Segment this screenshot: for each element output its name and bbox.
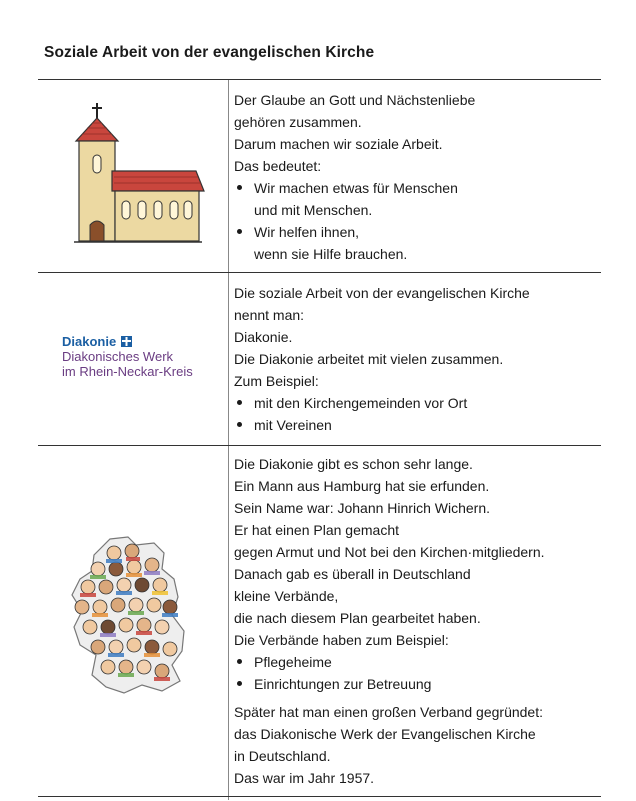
row-2-text (234, 282, 594, 436)
bullet-line: Einrichtungen zur Betreuung (254, 676, 432, 692)
list-item (234, 177, 594, 221)
bullet-line: und mit Menschen. (254, 202, 373, 218)
text-line: Ein Mann aus Hamburg hat sie erfunden. (234, 478, 490, 494)
bullet-line: Wir machen etwas für Menschen (254, 180, 458, 196)
bullet-line: wenn sie Hilfe brauchen. (254, 246, 408, 262)
list-item (234, 673, 594, 695)
row-divider (38, 272, 601, 273)
text-line: Der Glaube an Gott und Nächstenliebe (234, 92, 476, 108)
cross-icon (121, 336, 132, 347)
bullet-line: mit Vereinen (254, 417, 332, 433)
text-line: in Deutschland. (234, 748, 331, 764)
list-item (234, 392, 594, 414)
list-item (234, 414, 594, 436)
text-line: Die Verbände haben zum Beispiel: (234, 632, 449, 648)
crowd-in-germany-map-illustration (62, 535, 197, 695)
diakonie-logo (62, 334, 193, 379)
text-line: nennt man: (234, 307, 305, 323)
bottom-rule (38, 796, 601, 797)
column-divider (228, 80, 229, 800)
text-line: Diakonie. (234, 329, 293, 345)
text-line: gegen Armut und Not bei den Kirchen·mitgliedern. (234, 544, 545, 560)
text-line: kleine Verbände, (234, 588, 339, 604)
header-rule (38, 79, 601, 80)
church-illustration (66, 101, 206, 245)
row-3-text (234, 453, 594, 789)
text-line: Das bedeutet: (234, 158, 322, 174)
text-line: Die Diakonie gibt es schon sehr lange. (234, 456, 473, 472)
text-line: Später hat man einen großen Verband gegründet: (234, 704, 543, 720)
list-item (234, 651, 594, 673)
text-line: Die soziale Arbeit von der evangelischen Kirche (234, 285, 530, 301)
text-line: Darum machen wir soziale Arbeit. (234, 136, 443, 152)
page-title: Soziale Arbeit von der evangelischen Kirche (44, 44, 375, 61)
bullet-line: Pflegeheime (254, 654, 332, 670)
logo-line: Diakonisches Werk (62, 349, 174, 364)
text-line: Er hat einen Plan gemacht (234, 522, 399, 538)
text-line: Danach gab es überall in Deutschland (234, 566, 471, 582)
text-line: Die Diakonie arbeitet mit vielen zusammen. (234, 351, 504, 367)
logo-line: im Rhein-Neckar-Kreis (62, 364, 193, 379)
logo-brand-text: Diakonie (62, 334, 117, 349)
bullet-list (234, 177, 594, 265)
text-line: die nach diesem Plan gearbeitet haben. (234, 610, 481, 626)
bullet-list (234, 392, 594, 436)
row-1-text (234, 89, 594, 265)
text-line: das Diakonische Werk der Evangelischen Kirche (234, 726, 536, 742)
text-line: gehören zusammen. (234, 114, 362, 130)
bullet-line: Wir helfen ihnen, (254, 224, 360, 240)
list-item (234, 221, 594, 265)
text-line: Zum Beispiel: (234, 373, 319, 389)
bullet-list (234, 651, 594, 695)
bullet-line: mit den Kirchengemeinden vor Ort (254, 395, 468, 411)
logo-brand (62, 334, 193, 349)
text-line: Sein Name war: Johann Hinrich Wichern. (234, 500, 490, 516)
row-divider (38, 445, 601, 446)
text-line: Das war im Jahr 1957. (234, 770, 375, 786)
